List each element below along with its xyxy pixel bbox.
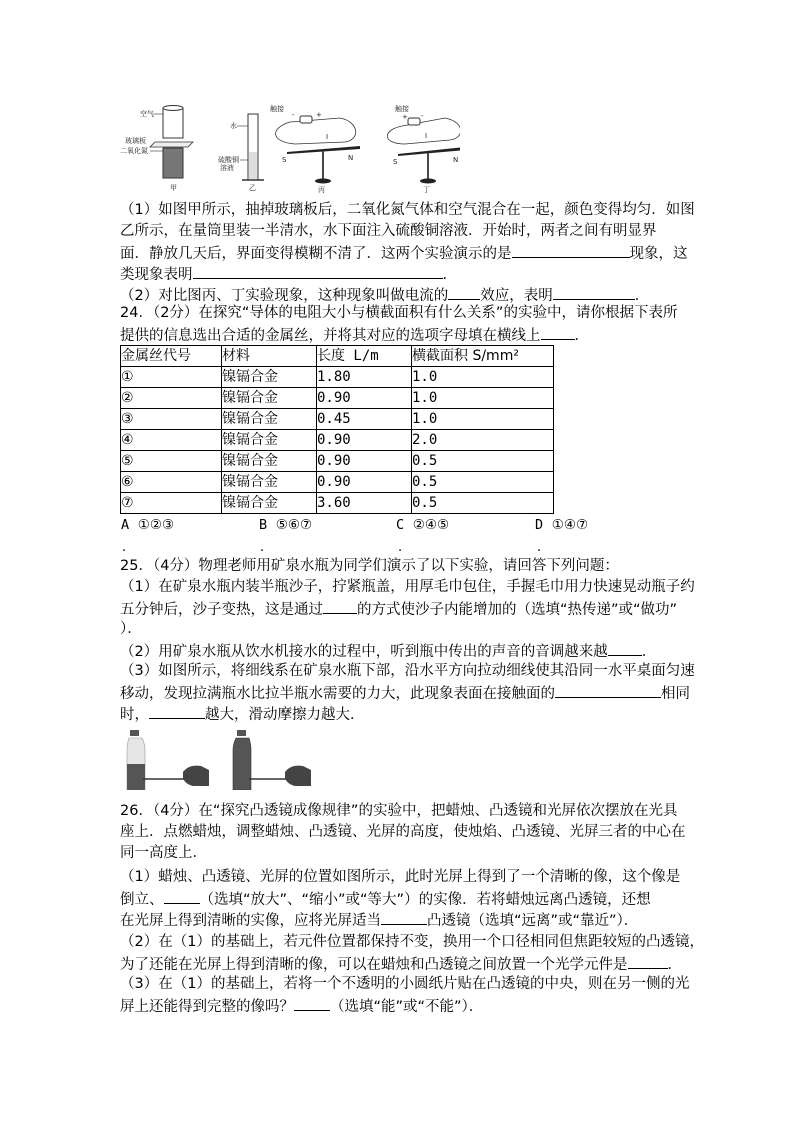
q26-text: （选填“放大”、“缩小”或“等大”）的实像．若将蜡烛远离凸透镜，还想 [199,892,651,908]
cell-area: 1.0 [412,367,554,388]
q26-text: 倒立、 [120,892,164,908]
svg-text:I: I [425,132,428,140]
q25-part1-line2 [120,598,677,621]
q26-part2-line1: （2）在（1）的基础上，若元件位置都保持不变，换用一个口径相同但焦距较短的凸透镜， [120,934,704,950]
option-text: ②④⑤ [412,517,450,533]
option-text: ⑤⑥⑦ [275,517,313,533]
q25-part1-line1: （1）在矿泉水瓶内装半瓶沙子，拧紧瓶盖，用厚毛巾包住，手握毛巾用力快速晃动瓶子约 [120,579,695,595]
q25-part1-line3: ）． [120,621,142,637]
cell-length: 0.45 [317,409,412,430]
table-row [121,472,554,493]
diffusion-and-oersted-figures [120,100,460,195]
svg-text:二氧化氮: 二氧化氮 [120,147,148,155]
cell-area: 0.5 [412,472,554,493]
svg-text:丁: 丁 [423,186,430,194]
svg-text:+: + [316,111,322,119]
cell-length: 0.90 [317,451,412,472]
answer-blank-image-size[interactable] [164,888,200,904]
cell-area: 0.5 [412,493,554,514]
q26-part3-line1: （3）在（1）的基础上，若将一个不透明的小圆纸片贴在凸透镜的中央，则在另一侧的光 [120,976,690,992]
answer-blank-complete-image[interactable] [294,995,330,1011]
header-area: 横截面积 S/mm² [412,346,554,367]
q25-part3-line3 [120,703,365,726]
svg-text:N: N [453,156,459,164]
figure-ding [387,104,460,194]
svg-text:S: S [393,158,398,166]
cell-code: ② [121,388,222,409]
option-a[interactable] [121,517,174,533]
cell-material: 镍镉合金 [222,493,317,514]
cell-code: ⑥ [121,472,222,493]
table-header-row [121,346,554,367]
q26-text: ． [667,957,682,973]
option-c[interactable] [396,517,449,533]
q23-part1-line1: （1）如图甲所示，抽掉玻璃板后，二氧化氮气体和空气混合在一起，颜色变得均匀．如图 [120,202,695,218]
q26-text: （选填“能”或“不能”）． [330,999,484,1015]
svg-text:触接: 触接 [395,105,409,113]
svg-text:I: I [326,133,329,141]
answer-blank-shows[interactable] [553,284,635,300]
svg-text:溶液: 溶液 [220,164,234,172]
q23-part1-line4 [120,263,457,286]
svg-text:-: - [421,112,424,120]
q25-text: 越大，滑动摩擦力越大． [205,707,365,723]
cell-area: 1.0 [412,409,554,430]
option-b[interactable] [259,517,312,533]
table-row [121,409,554,430]
svg-text:空气: 空气 [140,110,154,118]
option-text: ①④⑦ [551,517,589,533]
answer-blank-condition[interactable] [555,682,661,698]
cell-material: 镍镉合金 [222,472,317,493]
svg-text:丙: 丙 [318,186,325,194]
q26-part2-line2 [120,953,682,976]
svg-text:玻璃板: 玻璃板 [125,137,146,145]
table-row [121,451,554,472]
q23-text: 现象，这 [629,246,688,262]
cell-area: 0.5 [412,451,554,472]
cell-material: 镍镉合金 [222,367,317,388]
answer-blank-option[interactable] [541,324,575,340]
q25-part3-line2 [120,682,690,705]
cell-code: ⑤ [121,451,222,472]
answer-blank-screen-move[interactable] [381,909,427,925]
q26-part1-line1: （1）蜡烛、凸透镜、光屏的位置如图所示，此时光屏上得到了一个清晰的像，这个像是 [120,869,681,885]
q23-text: ． [442,267,457,283]
header-material: 材料 [222,346,317,367]
cell-material: 镍镉合金 [222,451,317,472]
q25-text: 时， [120,707,149,723]
q25-stem: 25．（4分）物理老师用矿泉水瓶为同学们演示了以下实验，请回答下列问题： [120,558,619,574]
q26-text: 为了还能在光屏上得到清晰的像，可以在蜡烛和凸透镜之间放置一个光学元件是 [120,957,628,973]
answer-blank-method[interactable] [323,598,357,614]
svg-text:S: S [282,156,287,164]
answer-blank-pitch[interactable] [608,640,642,656]
q26-stem-line3: 同一高度上． [120,845,207,861]
header-code: 金属丝代号 [121,346,222,367]
cell-code: ⑦ [121,493,222,514]
answer-blank-indicates[interactable] [193,263,443,279]
table-row [121,388,554,409]
answer-blank-optical-element[interactable] [628,953,668,969]
option-letter: D [535,517,544,533]
svg-text:水: 水 [230,122,237,130]
q24-stem-line2 [120,324,589,347]
cell-material: 镍镉合金 [222,409,317,430]
svg-text:硫酸铜: 硫酸铜 [218,156,239,164]
option-dot: . [122,540,127,555]
option-dot: . [260,540,265,555]
q25-text: 相同 [661,686,690,702]
q25-part2 [120,640,656,663]
q23-text: （2）对比图丙、丁实验现象，这种现象叫做电流的 [120,288,449,304]
q26-part3-line2 [120,995,483,1018]
q24-stem-line1: 24．（2分）在探究“导体的电阻大小与横截面积有什么关系”的实验中，请你根据下表所 [120,305,678,321]
figure-bing [270,104,360,194]
answer-blank-current-effect[interactable] [448,284,480,300]
figure-jia [120,106,193,193]
svg-text:+: + [402,113,408,121]
option-dot: . [537,540,542,555]
q26-part1-line2 [120,888,651,911]
q25-text: ． [641,644,657,660]
option-letter: B [259,517,268,533]
wire-table [120,345,554,514]
svg-text:触接: 触接 [270,105,284,113]
cell-area: 1.0 [412,388,554,409]
q23-text: ． [634,288,650,304]
q25-text: （2）用矿泉水瓶从饮水机接水的过程中，听到瓶中传出的声音的音调越来越 [120,644,608,660]
cell-length: 0.90 [317,430,412,451]
q23-text: 效应，表明 [480,288,553,304]
option-dot: . [398,540,403,555]
q25-text: 五分钟后，沙子变热，这是通过 [120,602,323,618]
bottle-pull-figure [125,728,315,790]
cell-material: 镍镉合金 [222,430,317,451]
q26-text: 在光屏上得到清晰的实像，应将光屏适当 [120,913,381,929]
cell-length: 3.60 [317,493,412,514]
table-row [121,430,554,451]
q24-text: 提供的信息选出合适的金属丝，并将其对应的选项字母填在横线上 [120,328,541,344]
cell-code: ③ [121,409,222,430]
q26-text: 屏上还能得到完整的像吗？ [120,999,294,1015]
q25-text: 的方式使沙子内能增加的（选填“热传递”或“做功” [357,602,678,618]
q23-text: 面．静放几天后，界面变得模糊不清了．这两个实验演示的是 [120,246,512,262]
q26-stem-line1: 26．（4分）在“探究凸透镜成像规律”的实验中，把蜡烛、凸透镜和光屏依次摆放在光具 [120,803,678,819]
cell-length: 1.80 [317,367,412,388]
q26-part1-line3 [120,909,638,932]
q25-part3-line1: （3）如图所示，将细线系在矿泉水瓶下部，沿水平方向拉动细线使其沿同一水平桌面匀速 [120,663,695,679]
q25-text: 移动，发现拉满瓶水比拉半瓶水需要的力大，此现象表面在接触面的 [120,686,555,702]
cell-length: 0.90 [317,472,412,493]
cell-code: ① [121,367,222,388]
svg-text:-: - [292,111,295,119]
q26-stem-line2: 座上．点燃蜡烛，调整蜡烛、凸透镜、光屏的高度，使烛焰、凸透镜、光屏三者的中心在 [120,824,686,840]
q23-part1-line3 [120,242,688,265]
answer-blank-factor[interactable] [149,703,205,719]
svg-text:甲: 甲 [170,184,177,192]
q23-part1-line2: 乙所示，在量筒里装一半清水，水下面注入硫酸铜溶液．开始时，两者之间有明显界 [120,223,657,239]
option-letter: A [121,517,130,533]
table-row [121,493,554,514]
full-bottle [233,730,251,790]
half-bottle [127,730,145,790]
q24-text: ． [574,328,589,344]
option-d[interactable] [535,517,588,533]
table-row [121,367,554,388]
cell-length: 0.90 [317,388,412,409]
cell-material: 镍镉合金 [222,388,317,409]
q23-text: 类现象表明 [120,267,193,283]
option-letter: C [396,517,405,533]
option-text: ①②③ [137,517,175,533]
figure-yi [218,114,264,192]
q26-text: 凸透镜（选填“远离”或“靠近”）． [427,913,639,929]
cell-code: ④ [121,430,222,451]
svg-text:乙: 乙 [249,184,256,192]
answer-blank-phenomenon[interactable] [512,242,630,258]
header-length: 长度 L/m [317,346,412,367]
cell-area: 2.0 [412,430,554,451]
svg-text:N: N [348,154,354,162]
